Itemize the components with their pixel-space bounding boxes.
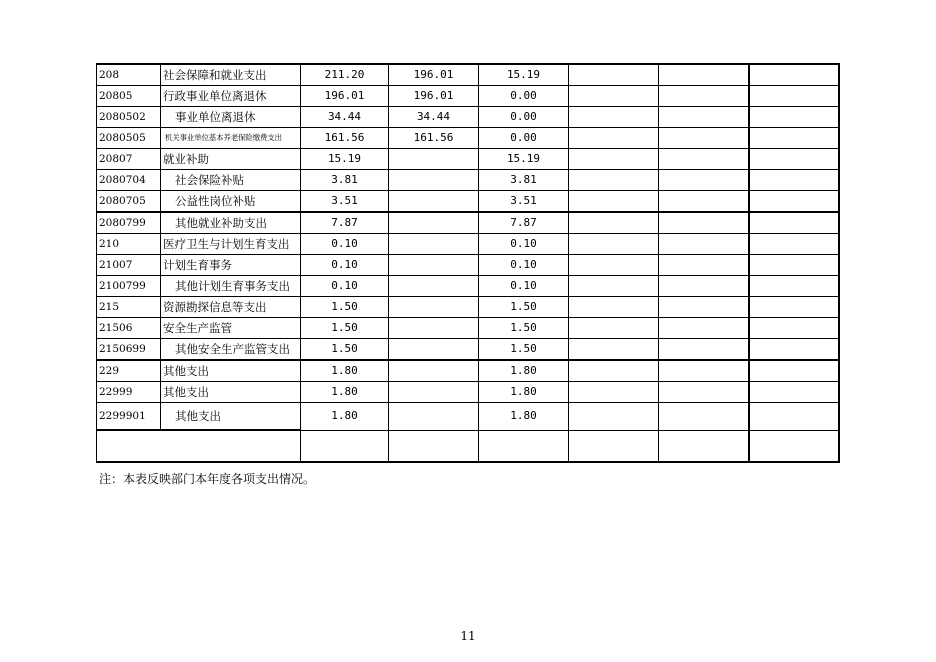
table-row (97, 128, 839, 149)
total-amount: 7.87 (301, 212, 389, 234)
subject-code: 20807 (97, 149, 161, 170)
empty-cell (569, 360, 659, 382)
basic-amount (389, 191, 479, 213)
project-amount: 1.80 (479, 360, 569, 382)
table-row-blank (97, 430, 839, 462)
empty-cell (659, 212, 749, 234)
basic-amount (389, 403, 479, 431)
subject-code: 2080502 (97, 107, 161, 128)
subject-code: 22999 (97, 382, 161, 403)
table-row (97, 382, 839, 403)
total-amount: 1.50 (301, 297, 389, 318)
project-amount: 15.19 (479, 64, 569, 86)
subject-name: 其他支出 (161, 403, 301, 431)
subject-code: 2150699 (97, 339, 161, 361)
subject-name: 资源勘探信息等支出 (161, 297, 301, 318)
empty-cell (659, 170, 749, 191)
table-row (97, 149, 839, 170)
basic-amount: 196.01 (389, 64, 479, 86)
empty-cell (569, 234, 659, 255)
subject-name: 其他安全生产监管支出 (161, 339, 301, 361)
basic-amount (389, 297, 479, 318)
empty-cell (659, 107, 749, 128)
basic-amount (389, 212, 479, 234)
empty-cell (569, 191, 659, 213)
table-row (97, 86, 839, 107)
subject-name: 计划生育事务 (161, 255, 301, 276)
empty-cell (569, 339, 659, 361)
total-amount: 1.50 (301, 339, 389, 361)
basic-amount: 34.44 (389, 107, 479, 128)
empty-cell (749, 276, 839, 297)
subject-code: 2080705 (97, 191, 161, 213)
subject-name: 其他就业补助支出 (161, 212, 301, 234)
total-amount: 3.51 (301, 191, 389, 213)
empty-cell (659, 360, 749, 382)
empty-cell (659, 297, 749, 318)
empty-cell (569, 318, 659, 339)
table-row (97, 107, 839, 128)
basic-amount (389, 276, 479, 297)
project-amount: 0.10 (479, 276, 569, 297)
empty-cell (659, 339, 749, 361)
project-amount: 0.10 (479, 255, 569, 276)
total-amount: 3.81 (301, 170, 389, 191)
empty-cell (749, 430, 839, 462)
table-body (97, 64, 839, 462)
empty-cell (569, 382, 659, 403)
table-row (97, 64, 839, 86)
subject-name: 就业补助 (161, 149, 301, 170)
table-row (97, 234, 839, 255)
table-row (97, 276, 839, 297)
empty-cell (161, 430, 301, 462)
subject-code: 2080505 (97, 128, 161, 149)
subject-code: 2080799 (97, 212, 161, 234)
subject-name: 事业单位离退休 (161, 107, 301, 128)
empty-cell (569, 64, 659, 86)
subject-code: 2299901 (97, 403, 161, 431)
subject-code: 21007 (97, 255, 161, 276)
project-amount: 3.81 (479, 170, 569, 191)
project-amount: 0.00 (479, 128, 569, 149)
total-amount: 1.80 (301, 382, 389, 403)
empty-cell (659, 149, 749, 170)
empty-cell (569, 297, 659, 318)
project-amount: 1.50 (479, 318, 569, 339)
total-amount: 1.80 (301, 360, 389, 382)
empty-cell (659, 64, 749, 86)
empty-cell (659, 191, 749, 213)
total-amount: 211.20 (301, 64, 389, 86)
subject-code: 21506 (97, 318, 161, 339)
subject-code: 208 (97, 64, 161, 86)
subject-name: 医疗卫生与计划生育支出 (161, 234, 301, 255)
total-amount: 0.10 (301, 255, 389, 276)
subject-name: 机关事业单位基本养老保险缴费支出 (161, 128, 301, 149)
total-amount: 1.80 (301, 403, 389, 431)
basic-amount (389, 339, 479, 361)
subject-code: 2080704 (97, 170, 161, 191)
empty-cell (749, 382, 839, 403)
subject-code: 2100799 (97, 276, 161, 297)
subject-name: 其他支出 (161, 382, 301, 403)
empty-cell (389, 430, 479, 462)
empty-cell (569, 170, 659, 191)
empty-cell (301, 430, 389, 462)
empty-cell (749, 255, 839, 276)
empty-cell (659, 276, 749, 297)
table-row (97, 212, 839, 234)
empty-cell (749, 149, 839, 170)
total-amount: 15.19 (301, 149, 389, 170)
table-row (97, 318, 839, 339)
empty-cell (749, 64, 839, 86)
empty-cell (659, 86, 749, 107)
basic-amount (389, 360, 479, 382)
project-amount: 3.51 (479, 191, 569, 213)
empty-cell (569, 149, 659, 170)
project-amount: 0.00 (479, 107, 569, 128)
subject-name: 公益性岗位补贴 (161, 191, 301, 213)
basic-amount (389, 382, 479, 403)
subject-name: 安全生产监管 (161, 318, 301, 339)
project-amount: 1.50 (479, 339, 569, 361)
subject-name: 行政事业单位离退休 (161, 86, 301, 107)
empty-cell (749, 318, 839, 339)
empty-cell (749, 339, 839, 361)
empty-cell (569, 430, 659, 462)
empty-cell (659, 403, 749, 431)
empty-cell (659, 234, 749, 255)
table-row (97, 297, 839, 318)
empty-cell (749, 86, 839, 107)
total-amount: 1.50 (301, 318, 389, 339)
table-row (97, 360, 839, 382)
basic-amount: 196.01 (389, 86, 479, 107)
empty-cell (569, 107, 659, 128)
total-amount: 161.56 (301, 128, 389, 149)
empty-cell (569, 276, 659, 297)
empty-cell (659, 430, 749, 462)
empty-cell (749, 360, 839, 382)
empty-cell (479, 430, 569, 462)
empty-cell (749, 212, 839, 234)
subject-name: 其他支出 (161, 360, 301, 382)
empty-cell (659, 318, 749, 339)
empty-cell (569, 403, 659, 431)
subject-code: 210 (97, 234, 161, 255)
basic-amount (389, 234, 479, 255)
empty-cell (569, 255, 659, 276)
project-amount: 1.50 (479, 297, 569, 318)
empty-cell (569, 128, 659, 149)
expenditure-table (96, 63, 840, 463)
project-amount: 0.00 (479, 86, 569, 107)
subject-code: 20805 (97, 86, 161, 107)
empty-cell (659, 128, 749, 149)
project-amount: 7.87 (479, 212, 569, 234)
subject-name: 其他计划生育事务支出 (161, 276, 301, 297)
total-amount: 0.10 (301, 276, 389, 297)
basic-amount (389, 318, 479, 339)
project-amount: 1.80 (479, 403, 569, 431)
empty-cell (97, 430, 161, 462)
table-row (97, 191, 839, 213)
table-row (97, 255, 839, 276)
empty-cell (749, 297, 839, 318)
basic-amount: 161.56 (389, 128, 479, 149)
total-amount: 34.44 (301, 107, 389, 128)
empty-cell (659, 255, 749, 276)
project-amount: 0.10 (479, 234, 569, 255)
empty-cell (749, 403, 839, 431)
total-amount: 0.10 (301, 234, 389, 255)
empty-cell (749, 170, 839, 191)
table-row (97, 403, 839, 431)
empty-cell (659, 382, 749, 403)
subject-name: 社会保障和就业支出 (161, 64, 301, 86)
project-amount: 15.19 (479, 149, 569, 170)
empty-cell (749, 191, 839, 213)
project-amount: 1.80 (479, 382, 569, 403)
basic-amount (389, 170, 479, 191)
empty-cell (749, 234, 839, 255)
page-number: 11 (460, 629, 476, 643)
subject-code: 215 (97, 297, 161, 318)
empty-cell (569, 212, 659, 234)
table-row (97, 170, 839, 191)
basic-amount (389, 255, 479, 276)
table-row (97, 339, 839, 361)
empty-cell (569, 86, 659, 107)
empty-cell (749, 107, 839, 128)
basic-amount (389, 149, 479, 170)
total-amount: 196.01 (301, 86, 389, 107)
table-footnote: 注：本表反映部门本年度各项支出情况。 (99, 472, 316, 486)
subject-code: 229 (97, 360, 161, 382)
subject-name: 社会保险补贴 (161, 170, 301, 191)
empty-cell (749, 128, 839, 149)
